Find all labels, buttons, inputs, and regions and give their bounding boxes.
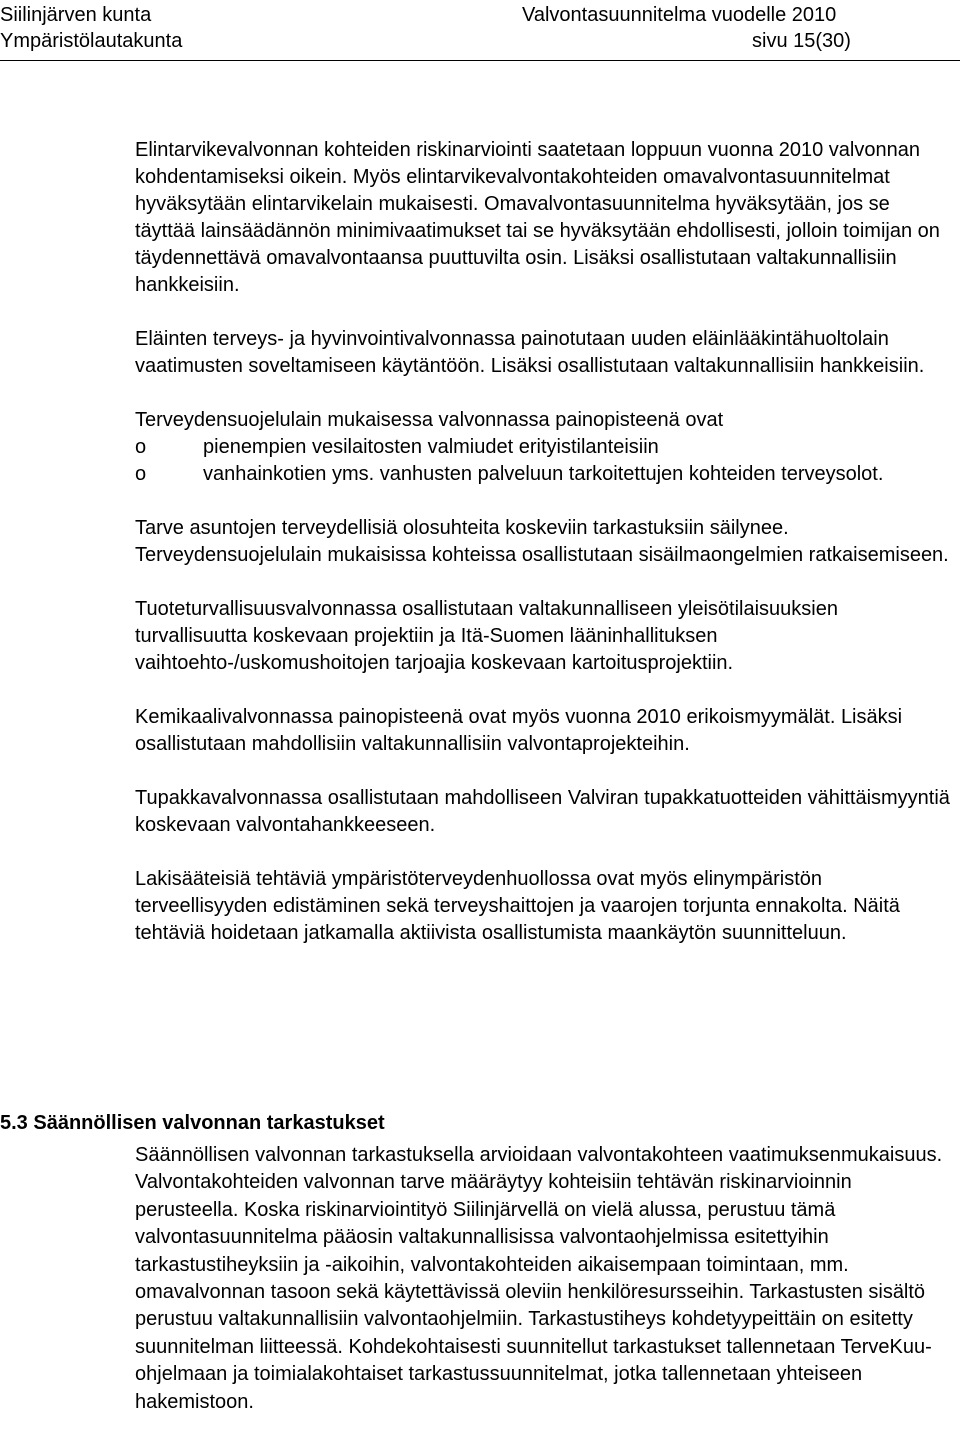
- paragraph-housing: Tarve asuntojen terveydellisiä olosuhteita koskeviin tarkastuksiin säilynee. Terveydensuojelulain mukaisissa kohteissa osallistutaan sisäilmaongelmien ratkaisemiseen.: [135, 517, 949, 566]
- bullet-text: pienempien vesilaitosten valmiudet erityistilanteisiin: [203, 436, 659, 458]
- bullet-marker: o: [135, 463, 147, 485]
- header-divider: [0, 60, 960, 61]
- header-department: Ympäristölautakunta: [0, 30, 183, 52]
- header-organization: Siilinjärven kunta: [0, 4, 152, 26]
- paragraph-food-control: Elintarvikevalvonnan kohteiden riskinarviointi saatetaan loppuun vuonna 2010 valvonnan kohdentamiseksi oikein. Myös elintarvikevalvontakohteiden omavalvontasuunnitelmat hyväksytään elintarvikelain mukaisesti. Omavalvontasuunnitelma hyväksytään, jos se täyttää lainsäädännön minimivaatimukset tai se hyväksytään ehdollisesti, jolloin toimijan on täydennettävä omavalvontaansa puuttuvilta osin. Lisäksi osallistutaan valtakunnallisiin hankkeisiin.: [135, 139, 940, 296]
- bullet-item: [135, 434, 953, 461]
- bullet-item: [135, 461, 953, 488]
- header-document-title: Valvontasuunnitelma vuodelle 2010: [522, 4, 837, 26]
- section-body-text: Säännöllisen valvonnan tarkastuksella arvioidaan valvontakohteen vaatimuksenmukaisuus. Valvontakohteiden valvonnan tarve määräytyy kohteisiin tehtävän riskinarvioinnin perusteella. Koska riskinarviointityö Siilinjärvellä on vielä alussa, perustuu tämä valvontasuunnitelma pääosin valtakunnallisissa valvontaohjelmissa esitettyihin tarkastustiheyksiin ja -aikoihin, valvontakohteiden aikaisempaan toimintaan, mm. omavalvonnan tasoon sekä käytettävissä oleviin henkilöresursseihin. Tarkastusten sisältö perustuu valtakunnallisiin valvontaohjelmiin. Tarkastustiheys kohdetyypeittäin on esitetty suunnitelman liitteessä. Kohdekohtaisesti suunnitellut tarkastukset tallennetaan TerveKuu-ohjelmaan ja toimialakohtaiset tarkastussuunnitelmat, jotka tallennetaan yhteiseen hakemistoon.: [135, 1144, 943, 1413]
- bullet-marker: o: [135, 436, 147, 458]
- header-page-label: sivu 15(30): [752, 30, 851, 52]
- paragraph-chemicals: Kemikaalivalvonnassa painopisteenä ovat myös vuonna 2010 erikoismyymälät. Lisäksi osallistutaan mahdollisiin valtakunnallisiin valvontaprojekteihin.: [135, 706, 903, 755]
- bullet-text: vanhainkotien yms. vanhusten palveluun tarkoitettujen kohteiden terveysolot.: [203, 463, 884, 485]
- section-heading: 5.3 Säännöllisen valvonnan tarkastukset: [0, 1112, 385, 1134]
- paragraph-statutory-tasks: Lakisääteisiä tehtäviä ympäristöterveydenhuollossa ovat myös elinympäristön terveellisyyden edistäminen sekä terveyshaittojen ja vaarojen torjunta ennakolta. Näitä tehtäviä hoidetaan jatkamalla aktiivista osallistumista maankäytön suunnitteluun.: [135, 868, 900, 944]
- paragraph-product-safety: Tuoteturvallisuusvalvonnassa osallistutaan valtakunnalliseen yleisötilaisuuksien turvallisuutta koskevaan projektiin ja Itä-Suomen lääninhallituksen vaihtoehto-/uskomushoitojen tarjoajia koskevaan kartoitusprojektiin.: [135, 598, 838, 674]
- document-body: [135, 137, 953, 947]
- paragraph-animal-health: Eläinten terveys- ja hyvinvointivalvonnassa painotutaan uuden eläinlääkintähuoltolain vaatimusten soveltamiseen käytäntöön. Lisäksi osallistutaan valtakunnallisiin hankkeisiin.: [135, 328, 925, 377]
- paragraph-tobacco: Tupakkavalvonnassa osallistutaan mahdolliseen Valviran tupakkatuotteiden vähittäismyyntiä koskevaan valvontahankkeeseen.: [135, 787, 950, 836]
- paragraph-health-protection-intro: Terveydensuojelulain mukaisessa valvonnassa painopisteenä ovat: [135, 409, 724, 431]
- page-header: [0, 0, 960, 60]
